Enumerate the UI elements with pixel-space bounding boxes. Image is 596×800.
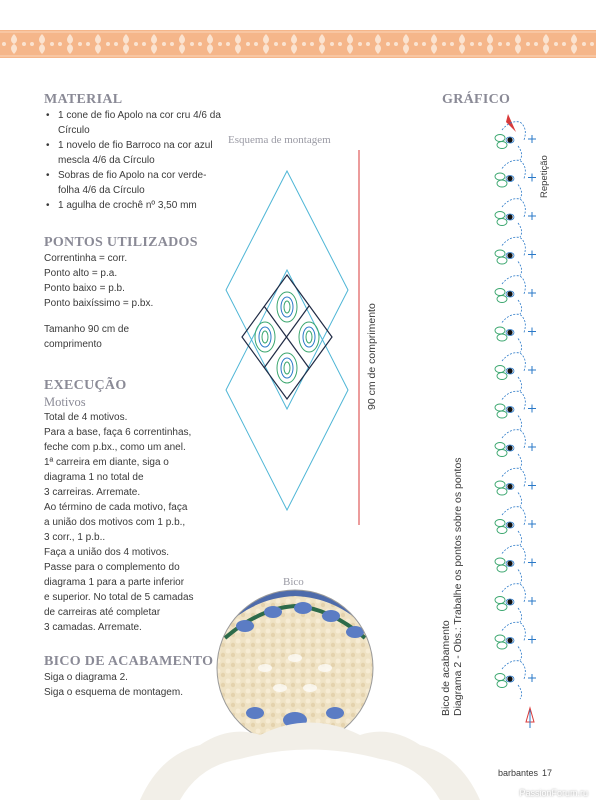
chart-unit [495, 122, 536, 160]
execucao-text: Total de 4 motivos. Para a base, faça 6 correntinhas, feche com p.bx., como um anel. 1ª carreira em diante, siga o diagrama 1 no total de 3 carreiras. Arremate. Ao término de cada motivo, faça a união dos motivos com 1 p.b., 3 corr., 1 p.b.. Faça a união dos 4 motivos. Passe para o complemento do diagrama 1 para a parte inferior e superior. No total de 5 camadas de carreiras até completar 3 camadas. Arremate. [44, 412, 194, 633]
repeat-label: Repetição [539, 155, 550, 198]
material-item: • 1 agulha de crochê nº 3,50 mm [44, 198, 224, 213]
watermark: PassionForum.ru [519, 788, 588, 798]
material-item: • 1 cone de fio Apolo na cor cru 4/6 da Círculo [44, 108, 224, 138]
grafico-heading: GRÁFICO [442, 92, 511, 107]
chart-dot [507, 407, 512, 412]
chart-unit [495, 160, 536, 198]
assembly-outline-lower [226, 270, 348, 510]
chart-dot [507, 330, 512, 335]
pontos-line: Correntinha = corr. [44, 253, 128, 264]
motivos-subheading: Motivos [44, 395, 86, 409]
pontos-line: Ponto baixo = p.b. [44, 283, 125, 294]
chart-unit [495, 468, 536, 506]
chart-dot [507, 561, 512, 566]
execucao-heading: EXECUÇÃO [44, 378, 127, 393]
pontos-line: Ponto alto = p.a. [44, 268, 118, 279]
assembly-diagram [222, 165, 352, 515]
grafico-legend-line1: Bico de acabamento [440, 620, 452, 716]
material-heading: MATERIAL [44, 92, 123, 107]
chart-unit [495, 237, 536, 275]
chart-unit [495, 584, 536, 622]
chart-dot [507, 445, 512, 450]
page-footer [498, 768, 552, 778]
bico-line: Siga o diagrama 2. [44, 672, 128, 683]
chart-unit [495, 391, 536, 429]
chart-unit [495, 430, 536, 468]
dimension-label: 90 cm de comprimento [366, 303, 378, 410]
chart-unit [495, 545, 536, 583]
decorative-lace-bottom [140, 715, 480, 800]
material-list [44, 108, 224, 213]
bico-acabamento-text [44, 670, 234, 700]
chart-repeat-units [495, 122, 536, 699]
tamanho-text: Tamanho 90 cm de comprimento [44, 324, 130, 350]
chart-unit [495, 353, 536, 391]
chart-dot [507, 214, 512, 219]
chart-unit [495, 661, 536, 699]
chart-unit [495, 622, 536, 660]
decorative-top-band [0, 30, 596, 58]
pontos-list [44, 251, 224, 311]
pontos-line: Ponto baixíssimo = p.bx. [44, 298, 154, 309]
chart-unit [495, 199, 536, 237]
bico-photo-caption: Bico [283, 576, 304, 588]
esquema-caption: Esquema de montagem [228, 134, 331, 146]
magazine-name: barbantes [498, 768, 539, 778]
chart-dot [507, 291, 512, 296]
material-item: • 1 novelo de fio Barroco na cor azul mescla 4/6 da Círculo [44, 138, 224, 168]
assembly-outline-upper [226, 171, 348, 409]
grafico-legend-line2: Diagrama 2 - Obs.: Trabalhe os pontos sobre os pontos [452, 457, 464, 716]
pontos-heading: PONTOS UTILIZADOS [44, 235, 198, 250]
material-item: • Sobras de fio Apolo na cor verde-folha 4/6 da Círculo [44, 168, 224, 198]
chart-dot [507, 176, 512, 181]
chart-dot [507, 484, 512, 489]
page-number: 17 [542, 768, 553, 778]
chart-unit [495, 507, 536, 545]
chart-dot [507, 638, 512, 643]
dimension-line [354, 150, 364, 530]
chart-unit [495, 276, 536, 314]
bico-acabamento-heading: BICO DE ACABAMENTO [44, 654, 214, 669]
chart-dot [507, 599, 512, 604]
chart-dot [507, 368, 512, 373]
chart-dot [507, 137, 512, 142]
bico-line: Siga o esquema de montagem. [44, 687, 183, 698]
chart-unit [495, 314, 536, 352]
stitch-chart [490, 110, 550, 730]
chart-dot [507, 522, 512, 527]
chart-dot [507, 676, 512, 681]
chart-dot [507, 253, 512, 258]
